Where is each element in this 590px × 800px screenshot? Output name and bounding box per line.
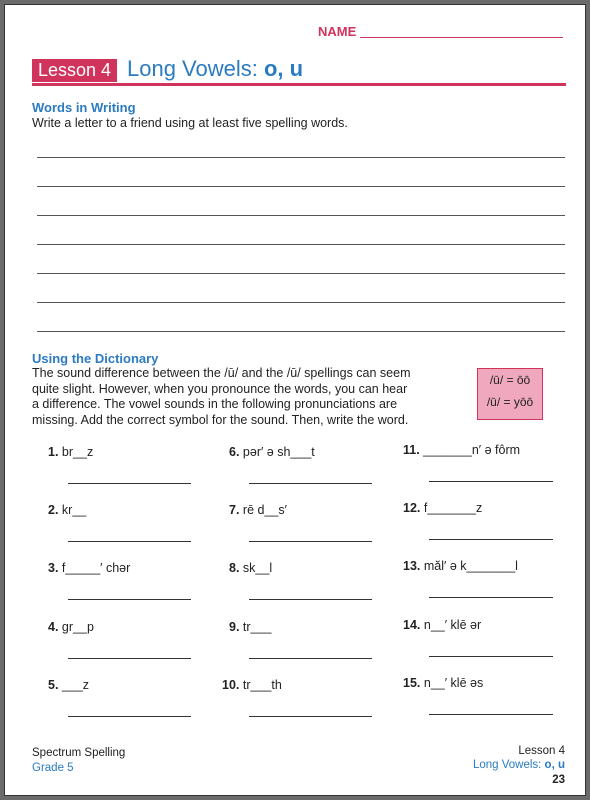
answer-line[interactable] [68,658,191,659]
item-number: 7. [229,503,240,517]
name-line [360,37,563,38]
item-number: 13. [403,559,421,573]
item-pronunciation: kr__ [61,503,87,517]
dictionary-line: The sound difference between the /ū/ and the /ū/ spellings can seem [32,366,411,380]
item-number: 11. [403,443,420,457]
answer-line[interactable] [429,597,553,598]
answer-line[interactable] [429,539,553,540]
exercise-item-10 [222,678,282,692]
item-pronunciation: ___z [61,678,90,692]
exercise-item-3 [48,561,130,575]
answer-line[interactable] [68,483,191,484]
item-pronunciation: n__′ klē ər [423,618,482,632]
writing-line[interactable] [37,331,565,332]
dictionary-line: quite slight. However, when you pronounce the words, you can hear [32,381,408,396]
lesson-title [127,55,303,83]
answer-line[interactable] [68,599,191,600]
exercise-item-6 [229,445,315,459]
exercise-item-1 [48,445,93,459]
writing-line[interactable] [37,302,565,303]
lesson-badge: Lesson 4 [32,59,117,82]
exercise-item-9 [229,620,271,634]
worksheet-page [4,4,586,796]
exercise-item-2 [48,503,86,517]
footer-topic [473,758,565,772]
item-pronunciation: f_____′ chər [61,561,131,575]
footer-topic-letters: o, u [544,759,565,771]
item-number: 4. [48,620,59,634]
answer-line[interactable] [249,658,372,659]
exercise-item-7 [229,503,287,517]
writing-line[interactable] [37,273,565,274]
exercise-item-8 [229,561,272,575]
item-pronunciation: sk__l [242,561,273,575]
exercise-item-5 [48,678,89,692]
answer-line[interactable] [249,541,372,542]
item-pronunciation: f_______z [423,501,483,515]
item-pronunciation: rē d__s′ [242,503,287,517]
answer-line[interactable] [68,541,191,542]
item-pronunciation: br__z [61,445,94,459]
lesson-title-prefix: Long Vowels: [127,56,264,81]
item-number: 14. [403,618,421,632]
item-number: 6. [229,445,240,459]
dictionary-line: missing. Add the correct symbol for the sound. Then, write the word. [32,412,409,427]
item-pronunciation: tr___th [242,678,282,692]
item-pronunciation: pər′ ə sh___t [242,445,315,459]
footer-publisher: Spectrum Spelling [32,747,126,759]
words-in-writing-instruction: Write a letter to a friend using at least five spelling words. [32,116,348,130]
item-number: 12. [403,501,421,515]
lesson-title-letters: o, u [263,56,304,81]
answer-line[interactable] [68,716,191,717]
item-number: 2. [48,503,59,517]
answer-line[interactable] [429,656,553,657]
answer-line[interactable] [429,481,553,482]
writing-line[interactable] [37,215,565,216]
title-rule [32,83,566,86]
answer-line[interactable] [249,599,372,600]
item-number: 1. [48,445,59,459]
dictionary-heading: Using the Dictionary [32,351,159,366]
item-pronunciation: n__′ klē əs [423,676,484,690]
item-number: 5. [48,678,59,692]
symbol-key-box [477,368,543,420]
page-number: 23 [552,774,565,786]
symbol-key-oo: /ū/ = ōō [489,373,531,387]
item-pronunciation: tr___ [242,620,272,634]
writing-line[interactable] [37,157,565,158]
item-pronunciation: măl′ ə k_______l [423,559,518,573]
item-number: 15. [403,676,421,690]
item-number: 9. [229,620,240,634]
item-pronunciation: _______n′ ə fôrm [423,443,521,457]
exercise-item-11 [403,443,520,457]
exercise-item-4 [48,620,94,634]
words-in-writing-heading: Words in Writing [32,100,136,115]
answer-line[interactable] [249,716,372,717]
footer-lesson: Lesson 4 [518,745,565,757]
exercise-item-15 [403,676,483,690]
name-field[interactable] [318,24,568,42]
exercise-item-14 [403,618,481,632]
exercise-item-13 [403,559,518,573]
footer-topic-prefix: Long Vowels: [472,759,545,771]
item-number: 8. [229,561,240,575]
dictionary-line: a difference. The vowel sounds in the following pronunciations are [32,397,398,411]
item-number: 3. [48,561,59,575]
item-number: 10. [222,678,240,692]
footer-grade: Grade 5 [32,762,74,774]
writing-line[interactable] [37,244,565,245]
symbol-key-yoo: /ū/ = yōō [486,395,534,409]
writing-line[interactable] [37,186,565,187]
item-pronunciation: gr__p [61,620,94,634]
name-label: NAME [318,24,357,39]
answer-line[interactable] [429,714,553,715]
answer-line[interactable] [249,483,372,484]
exercise-item-12 [403,501,482,515]
